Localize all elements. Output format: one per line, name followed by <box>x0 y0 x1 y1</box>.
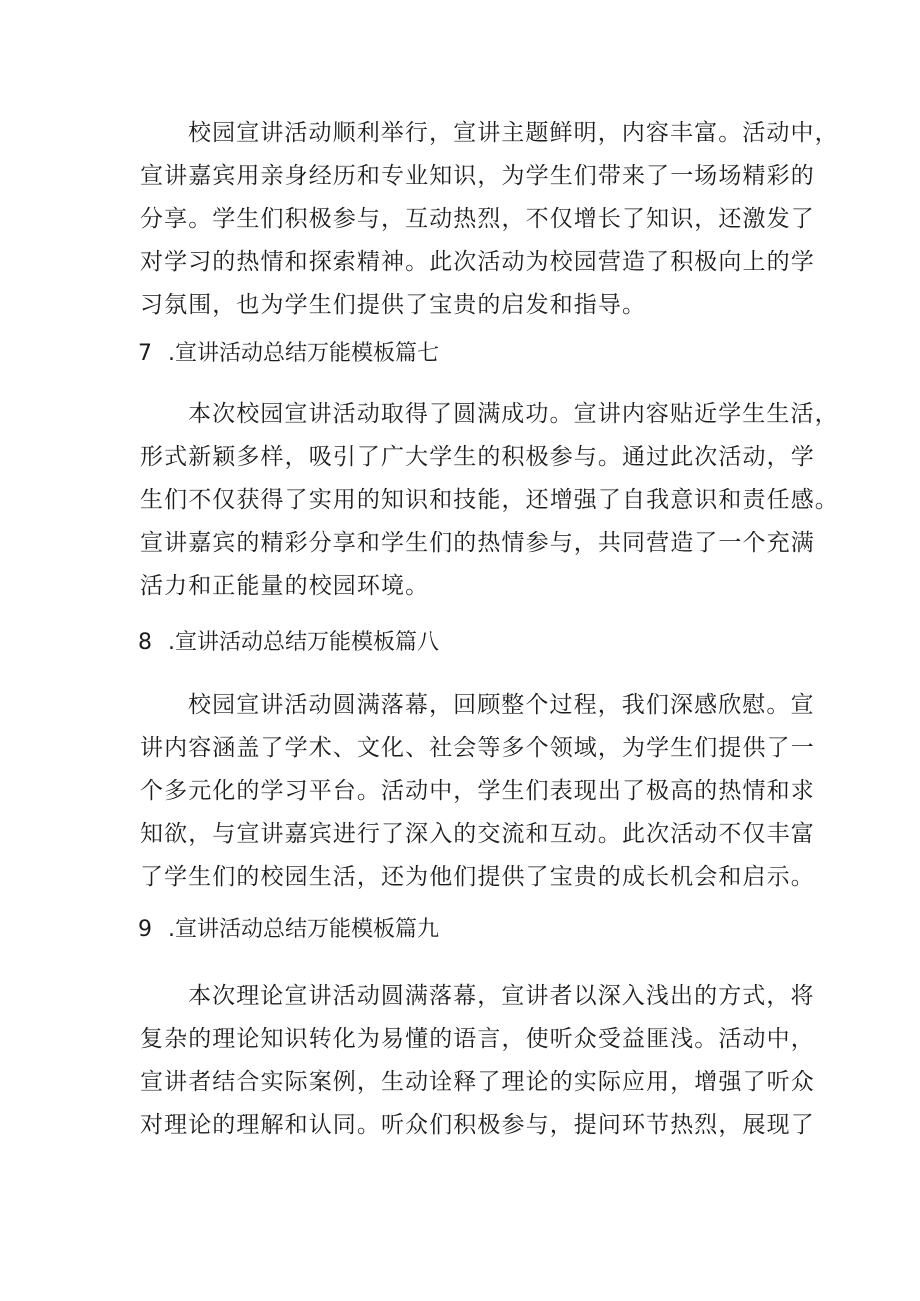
section-title: .宣讲活动总结万能模板篇七 <box>168 341 439 366</box>
paragraph-7-line-2: 形式新颖多样，吸引了广大学生的积极参与。通过此次活动，学 <box>140 444 815 470</box>
paragraph-9-line-2: 复杂的理论知识转化为易懂的语言，使听众受益匪浅。活动中， <box>140 1026 815 1052</box>
section-number: 9 <box>138 917 152 942</box>
section-heading-7 <box>138 339 439 369</box>
section-heading-8 <box>138 628 439 658</box>
paragraph-6-line-4: 对学习的热情和探索精神。此次活动为校园营造了积极向上的学 <box>140 249 815 275</box>
section-title: .宣讲活动总结万能模板篇九 <box>168 917 439 942</box>
section-number: 8 <box>138 630 152 655</box>
paragraph-8-line-4: 知欲，与宣讲嘉宾进行了深入的交流和互动。此次活动不仅丰富 <box>140 821 815 847</box>
paragraph-6-line-1: 校园宣讲活动顺利举行，宣讲主题鲜明，内容丰富。活动中， <box>188 120 839 146</box>
paragraph-8-line-3: 个多元化的学习平台。活动中，学生们表现出了极高的热情和求 <box>140 778 815 804</box>
paragraph-8-line-5: 了学生们的校园生活，还为他们提供了宝贵的成长机会和启示。 <box>140 864 815 890</box>
paragraph-8-line-1: 校园宣讲活动圆满落幕，回顾整个过程，我们深感欣慰。宣 <box>188 692 815 718</box>
paragraph-6-line-5: 习氛围，也为学生们提供了宝贵的启发和指导。 <box>140 292 647 318</box>
paragraph-8-line-2: 讲内容涵盖了学术、文化、社会等多个领域，为学生们提供了一 <box>140 735 815 761</box>
paragraph-9-line-1: 本次理论宣讲活动圆满落幕，宣讲者以深入浅出的方式，将 <box>188 983 815 1009</box>
paragraph-7-line-5: 活力和正能量的校园环境。 <box>140 573 430 599</box>
paragraph-6-line-3: 分享。学生们积极参与，互动热烈，不仅增长了知识，还激发了 <box>140 206 815 232</box>
paragraph-7-line-4: 宣讲嘉宾的精彩分享和学生们的热情参与，共同营造了一个充满 <box>140 530 815 556</box>
paragraph-6-line-2: 宣讲嘉宾用亲身经历和专业知识，为学生们带来了一场场精彩的 <box>140 163 815 189</box>
section-heading-9 <box>138 915 439 945</box>
paragraph-7-line-3: 生们不仅获得了实用的知识和技能，还增强了自我意识和责任感。 <box>140 487 839 513</box>
paragraph-9-line-4: 对理论的理解和认同。听众们积极参与，提问环节热烈，展现了 <box>140 1112 815 1138</box>
paragraph-7-line-1: 本次校园宣讲活动取得了圆满成功。宣讲内容贴近学生生活， <box>188 401 839 427</box>
paragraph-9-line-3: 宣讲者结合实际案例，生动诠释了理论的实际应用，增强了听众 <box>140 1069 815 1095</box>
section-title: .宣讲活动总结万能模板篇八 <box>168 630 439 655</box>
section-number: 7 <box>138 341 152 366</box>
